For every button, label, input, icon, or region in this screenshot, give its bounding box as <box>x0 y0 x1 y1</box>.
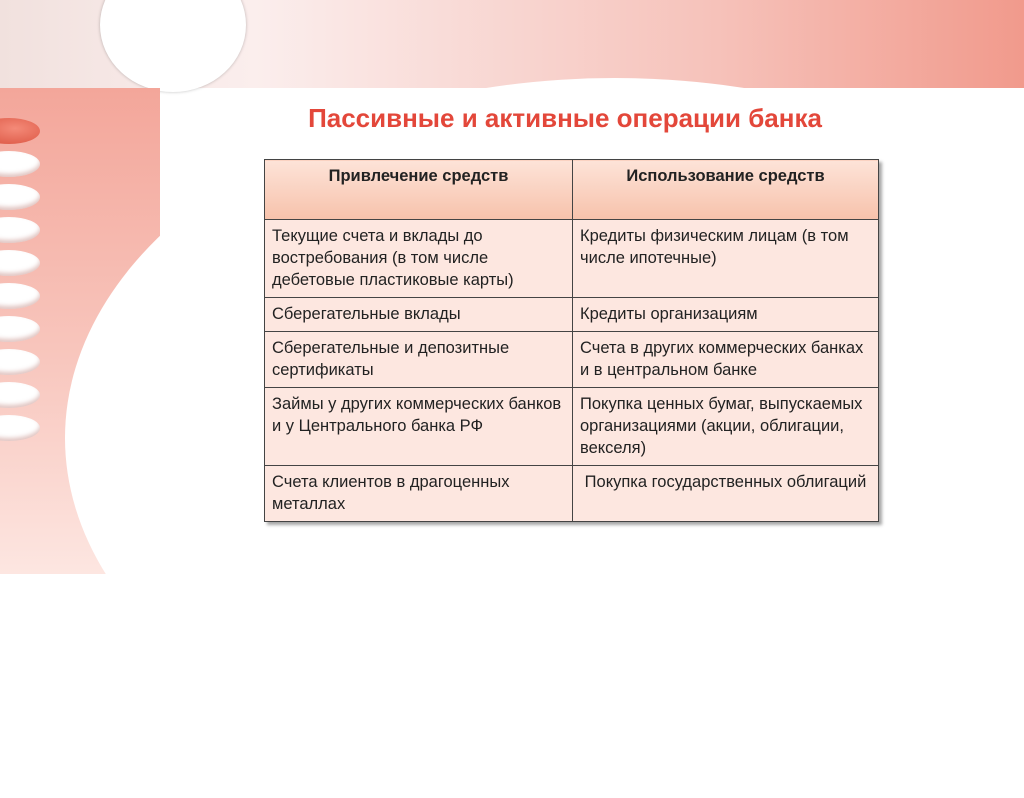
decorative-ring <box>0 349 40 375</box>
decorative-ring <box>0 217 40 243</box>
table-cell: Сберегательные вклады <box>265 298 573 332</box>
table-cell: Счета в других коммерческих банках и в центральном банке <box>573 332 879 388</box>
decorative-ring <box>0 151 40 177</box>
table-header-row <box>265 160 879 220</box>
operations-table <box>264 159 879 522</box>
header-usage: Использование средств <box>573 160 879 220</box>
table-cell: Кредиты физическим лицам (в том числе ипотечные) <box>573 220 879 298</box>
table-cell: Покупка государственных облигаций <box>573 466 879 522</box>
slide-title: Пассивные и активные операции банка <box>308 103 822 133</box>
table-cell: Займы у других коммерческих банков и у Центрального банка РФ <box>265 388 573 466</box>
table-row <box>265 388 879 466</box>
table-cell: Текущие счета и вклады до востребования (в том числе дебетовые пластиковые карты) <box>265 220 573 298</box>
table-cell: Кредиты организациям <box>573 298 879 332</box>
decorative-ring <box>0 283 40 309</box>
table-cell: Сберегательные и депозитные сертификаты <box>265 332 573 388</box>
table-cell: Покупка ценных бумаг, выпускаемых организациями (акции, облигации, векселя) <box>573 388 879 466</box>
decorative-ring <box>0 382 40 408</box>
table-row <box>265 332 879 388</box>
table-row <box>265 298 879 332</box>
decorative-ring <box>0 184 40 210</box>
table-cell: Счета клиентов в драгоценных металлах <box>265 466 573 522</box>
decorative-ring <box>0 415 40 441</box>
table-row <box>265 220 879 298</box>
header-attraction: Привлечение средств <box>265 160 573 220</box>
table-row <box>265 466 879 522</box>
decorative-ring <box>0 250 40 276</box>
decorative-ring <box>0 316 40 342</box>
